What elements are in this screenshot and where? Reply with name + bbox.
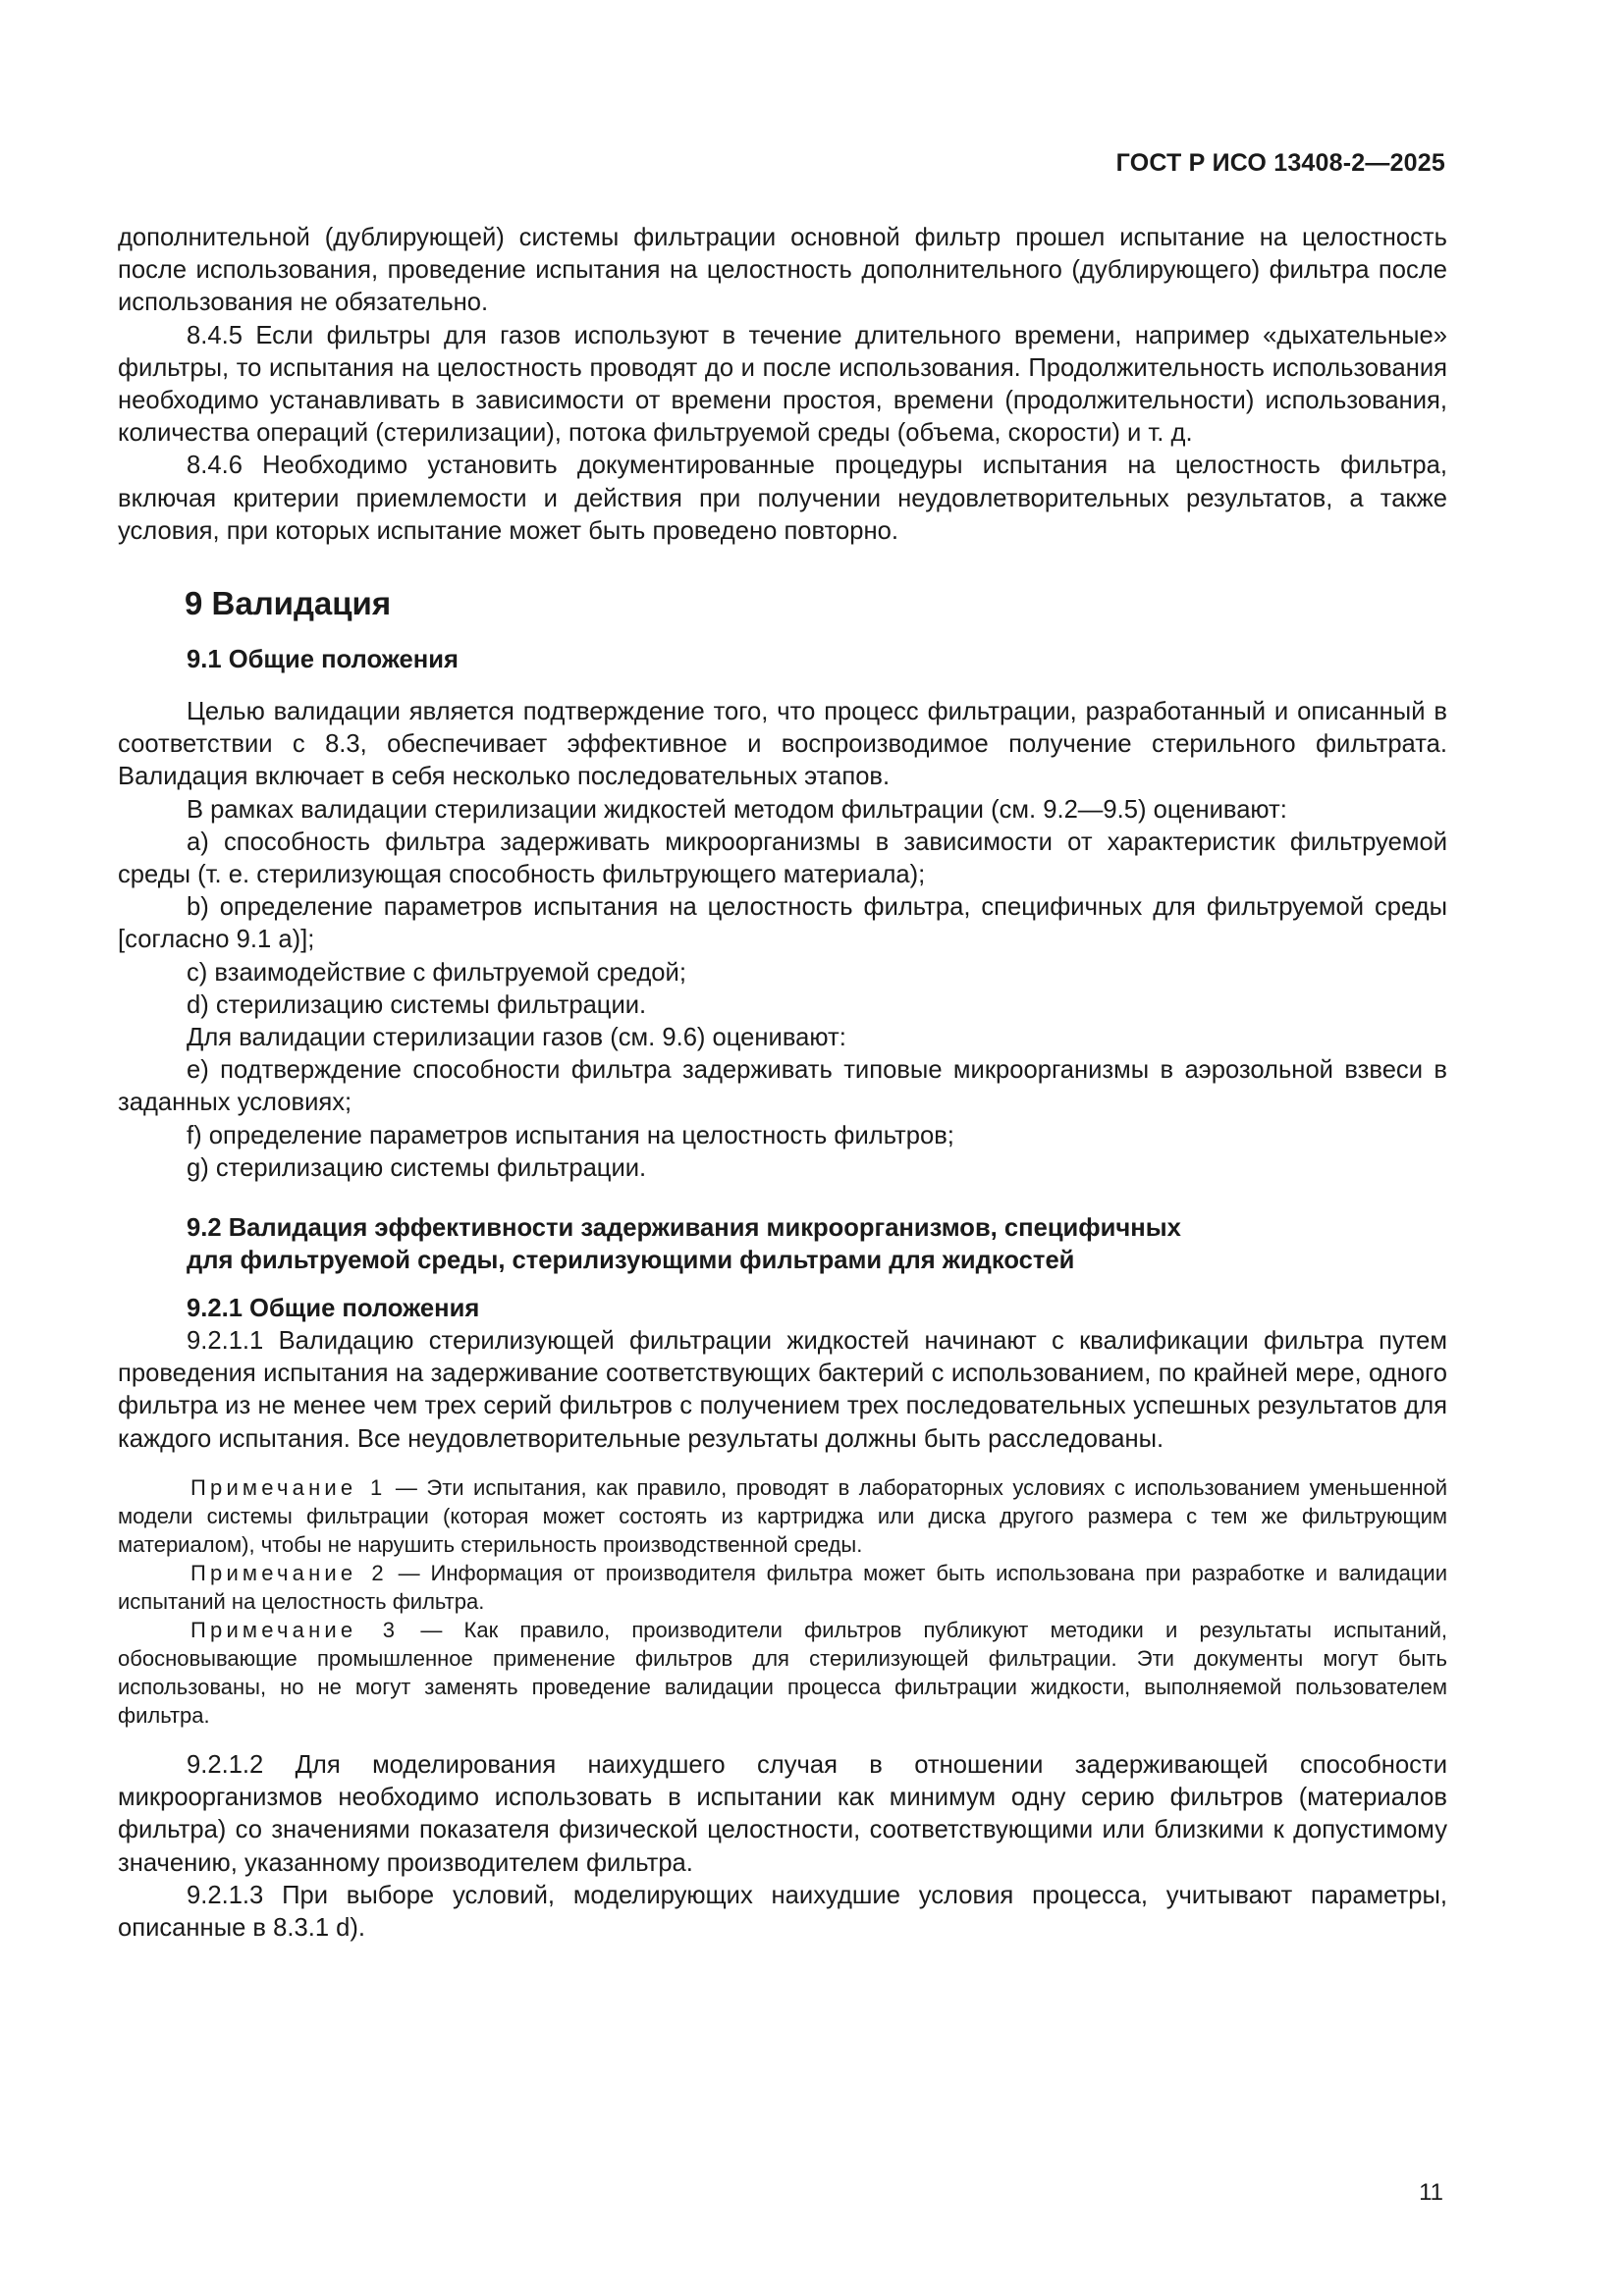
section-9-heading: 9 Валидация [185,585,392,622]
subsection-9-2-1-heading: 9.2.1 Общие положения [187,1295,480,1323]
list-item-a: a) способность фильтра задерживать микроорганизмы в зависимости от характеристик фильтруемой среды (т. е. стерилизующая способность фильтрующего материала); [118,828,1447,889]
paragraph-9-1-gases: Для валидации стерилизации газов (см. 9.6) оценивают: [187,1024,846,1052]
paragraph-9-2-1-2: 9.2.1.2 Для моделирования наихудшего случая в отношении задерживающей способности микроорганизмов необходимо использовать в испытании как минимум одну серию фильтров (материалов фильтра) со значениями показателя физической целостности, соответствующими или близкими к допустимому значению, указанному производителем фильтра. [118,1750,1447,1877]
paragraph-9-1-liquids: В рамках валидации стерилизации жидкостей методом фильтрации (см. 9.2—9.5) оценивают: [187,795,1287,824]
note-2-label: Примечание 2 [190,1560,388,1585]
document-number: ГОСТ Р ИСО 13408-2—2025 [1115,149,1445,177]
list-item-g: g) стерилизацию системы фильтрации. [187,1153,647,1182]
paragraph-9-1-intro: Целью валидации является подтверждение того, что процесс фильтрации, разработанный и описанный в соответствии с 8.3, обеспечивает эффективное и воспроизводимое получение стерильного фильтрата. Валидация включает в себя несколько последовательных этапов. [118,698,1447,791]
list-item-e: e) подтверждение способности фильтра задерживать типовые микроорганизмы в аэрозольной взвеси в заданных условиях; [118,1056,1447,1117]
paragraph-9-2-1-1: 9.2.1.1 Валидацию стерилизующей фильтрации жидкостей начинают с квалификации фильтра путем проведения испытания на задерживание соответствующих бактерий с использованием, по крайней мере, одного фильтра из не менее чем трех серий фильтров с получением трех последовательных успешных результатов для каждого испытания. Все неудовлетворительные результаты должны быть расследованы. [118,1327,1447,1453]
note-1-text: — Эти испытания, как правило, проводят в лабораторных условиях с использованием уменьшенной модели системы фильтрации (которая может состоять из картриджа или диска другого размера с тем же фильтрующим материалом), чтобы не нарушить стерильность производственной среды. [118,1474,1447,1557]
note-2-text: — Информация от производителя фильтра может быть использована при разработке и валидации испытаний на целостность фильтра. [118,1560,1447,1614]
paragraph-8-4-6: 8.4.6 Необходимо установить документированные процедуры испытания на целостность фильтра, включая критерии приемлемости и действия при получении неудовлетворительных результатов, а также условия, при которых испытание может быть проведено повторно. [118,452,1447,545]
paragraph-9-2-1-3: 9.2.1.3 При выборе условий, моделирующих наихудшие условия процесса, учитывают параметры, описанные в 8.3.1 d). [118,1881,1447,1942]
list-item-f: f) определение параметров испытания на целостность фильтров; [187,1121,954,1149]
subsection-9-1-heading: 9.1 Общие положения [187,646,459,674]
subsection-9-2-heading-line1: 9.2 Валидация эффективности задерживания микроорганизмов, специфичных [187,1214,1181,1243]
list-item-d: d) стерилизацию системы фильтрации. [187,990,647,1019]
paragraph-8-4-5: 8.4.5 Если фильтры для газов используют в течение длительного времени, например «дыхательные» фильтры, то испытания на целостность проводят до и после использования. Продолжительность использования необходимо устанавливать в зависимости от времени простоя, времени (продолжительности) использования, количества операций (стерилизации), потока фильтруемой среды (объема, скорости) и т. д. [118,321,1447,448]
page-content [118,222,1447,1945]
page-number: 11 [1419,2179,1443,2206]
note-1-label: Примечание 1 [190,1474,387,1500]
list-item-b: b) определение параметров испытания на целостность фильтра, специфичных для фильтруемой среды [согласно 9.1 а)]; [118,893,1447,954]
list-item-c: c) взаимодействие с фильтруемой средой; [187,958,686,987]
paragraph-continuation: дополнительной (дублирующей) системы фильтрации основной фильтр прошел испытание на целостность после использования, проведение испытания на целостность дополнительного (дублирующего) фильтра после использования не обязательно. [118,224,1447,317]
note-3-text: — Как правило, производители фильтров публикуют методики и результаты испытаний, обосновывающие промышленное применение фильтров для стерилизующей фильтрации. Эти документы могут быть использованы, но не могут заменять проведение валидации процесса фильтрации жидкости, выполняемой пользователем фильтра. [118,1617,1447,1728]
subsection-9-2-heading [118,1212,1447,1277]
note-1 [118,1473,1447,1559]
note-3-label: Примечание 3 [190,1617,400,1642]
note-3 [118,1616,1447,1730]
note-2 [118,1559,1447,1616]
subsection-9-2-heading-line2: для фильтруемой среды, стерилизующими фильтрами для жидкостей [187,1247,1075,1275]
